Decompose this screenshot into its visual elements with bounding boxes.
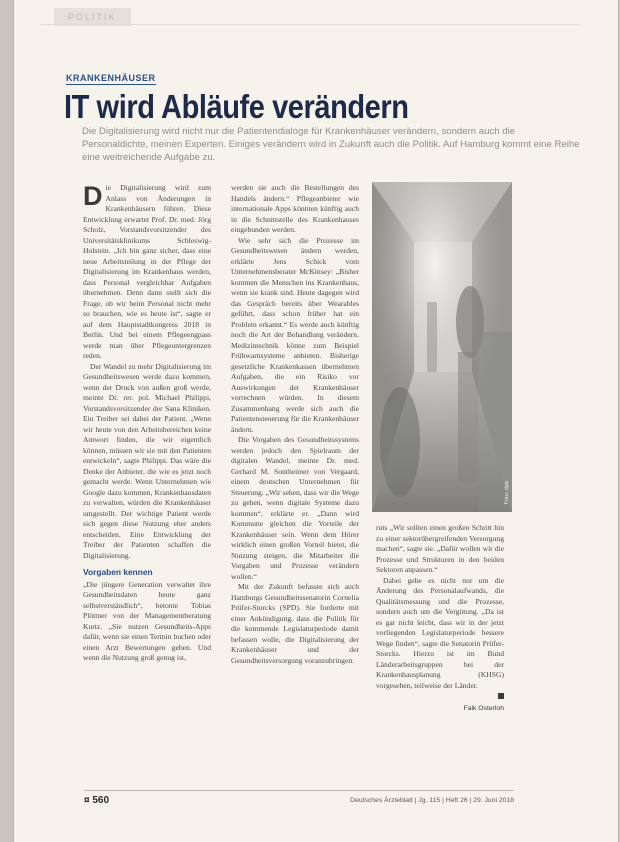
article-lead: Die Digitalisierung wird nicht nur die Patientendialoge für Krankenhäuser verändern, sondern auch die Personaldichte, meinen Experten. Einiges verändern wird in Zukunft auch die Politik. Auf Hamburg kommt eine Reihe eine weitreichende Aufgabe zu.	[82, 126, 580, 163]
body-paragraph: Die Vorgaben des Gesundheitssystems werden jedoch den Spielraum der digitalen Wandel, meinte Dr. med. Gerhard M. Sontheimer von Vergaard, einem deutschen Unternehmen für Steuerung. „Wir sehen, dass wir die Wege zu gehen, wenn digitale Systeme dazu kommen“, erklärte er. „Dann wird Kommune gleichen die Vorteile der Krankenhäuser sein. Wenn dem Hörer wirklich einen großen Vorteil bietet, die Nutzung steigen, die Mitarbeiter die Vorgaben und Prozesse verändern wollen.“	[231, 435, 359, 581]
publication-info: Deutsches Ärzteblatt | Jg. 115 | Heft 26 | 29. Juni 2018	[350, 797, 514, 804]
end-mark-icon	[498, 693, 504, 699]
hospital-corridor-photo	[372, 182, 512, 512]
body-paragraph	[83, 183, 211, 362]
body-paragraph: Mit der Zukunft befasste sich auch Hamburgs Gesundheitssenatorin Cornelia Prüfer-Storcks (SPD). Sie forderte mit einer Ankündigung, dass die Politik für die kommende Legislaturperiode damit befassen wolle, die Digitalisierung der Krankenhäuser und der Gesundheitsversorgung voranzubringen.	[231, 582, 359, 665]
article-end	[376, 691, 504, 702]
article-headline: IT wird Abläufe verändern	[64, 88, 409, 125]
page-footer	[84, 795, 514, 809]
photo-credit: Foto: dpa	[504, 480, 510, 504]
paragraph-text: ie Digitalisierung wird zum Anlass von Änderungen in Krankenhäusern führen. Diese Entwicklung erwartet Prof. Dr. med. Jörg Scholz, Vorstandsvorsitzender des Universitätsklinikums Schleswig-Holstein. „Ich bin ganz sicher, dass eine neue Arbeitsteilung in der Pflege der Digitalisierung im Krankenhaus werden, dass Personal vergleichbar Aufgaben übernehmen. Denn dann stellt sich die Frage, ob wir beim Personal nicht mehr so brauchen, wie es heute ist“, sagte er auf dem Hauptstadtkongress 2018 in Berlin. Und bei einem Pflegeengpass werde man über Pflegeuntergrenzen reden.	[83, 183, 211, 360]
drop-cap: D	[83, 181, 103, 211]
body-paragraph: Der Wandel zu mehr Digitalisierung im Gesundheitswesen werde dazu kommen, wenn der Druck von außen groß werde, meinte Dr. rer. pol. Michael Philippi, Vorstandsvorsitzender der Sana Kliniken. Ein Treiber sei dabei der Patient. „Wenn wir heute von den Arbeitsbereichen keine Antwort finden, die wir eigentlich können, müssen wir sie mit den Patienten entwickeln“, sagte Philippi. Das wäre die Denke der Anbieter, die wie es jetzt noch gemacht werde. Wenn Unternehmen wie Google dazu kommen, Krankenhausdaten zu verwalten, würden die Krankenhäuser umgestellt. Der wichtige Patient werde sich gegen diese Nutzung eher anders entscheiden. Eine Entwicklung der Treiber der Patienten schaffen die Digitalisierung.	[83, 361, 211, 560]
photo-image	[372, 182, 512, 512]
body-paragraph: Dabei gehe es nicht nur um die Änderung des Personalaufwands, die Qualitätsmessung und die Prozesse, sondern auch um die Vergütung. „Da ist es gar nicht leicht, dass wir in der jetzt vorliegenden Legislaturperiode bessere Wege finden“, sagte die Senatorin Prüfer-Storcks. Hierzu ist im Bund Länderarbeitsgruppen bei der Krankenhausplanung (KHSG) vorgesehen, teilweise der Länder.	[376, 575, 504, 690]
page-number: ¤ 560	[84, 795, 110, 806]
top-rule	[40, 24, 580, 25]
section-label: POLITIK	[54, 8, 131, 26]
subheading: Vorgaben kennen	[83, 567, 153, 577]
text-column-3	[376, 523, 504, 714]
text-column-2	[231, 183, 359, 666]
body-paragraph: Wie sehr sich die Prozesse im Gesundheitswesen ändern werden, erklärte Jens Schick vom Unternehmensberater McKinsey: „Bisher kommen die Menschen ins Krankenhaus, wenn sie krank sind. Heute dagegen wird das Gespräch bereits über Wearables geführt, dass schon früher hat ein Problem erkannt.“ Es werde auch künftig noch die Art der Behandlung verändern. Medizintechnik könne zum Beispiel Frühwarnsysteme anbieten. Bisherige gesetzliche Krankenkassen übernehmen Aufgaben, die ein Risiko vor Auswirkungen der Krankenhäuser vorrechnen würden. In diesem Zusammenhang werde sich auch die Patientensteuerung für die Krankenhäuser ändern.	[231, 235, 359, 434]
author-name: Falk Osterloh	[463, 704, 504, 712]
text-column-1	[83, 183, 211, 664]
footer-rule	[84, 790, 514, 791]
body-paragraph: „Die jüngere Generation verwaltet ihre Gesundheitsdaten heute ganz selbstverständlich“, betonte Tobias Plöttner von der Managementberatung Kurtz. „Sie nutzen Gesundheits-Apps dafür, wenn sie einen Termin buchen oder einen Arzt Bewertungen geben. Und wenn die Nutzung groß genug ist,	[83, 579, 211, 662]
body-paragraph: werden sie auch die Bestellungen des Handels ändern.“ Pflegeanbieter wie internationale Apps könnten künftig auch in die Schnittstelle des Krankenhauses eingebunden werden.	[231, 183, 359, 234]
article-kicker: KRANKENHÄUSER	[66, 73, 156, 83]
body-paragraph: ruts „Wir sollten einen großen Schritt hin zu einer sektorübergreifenden Versorgung machen“, sagte sie. „Dafür wollen wir die Prozesse und Strukturen in den beiden Sektoren anpassen.“	[376, 523, 504, 574]
section-bar	[54, 8, 574, 28]
